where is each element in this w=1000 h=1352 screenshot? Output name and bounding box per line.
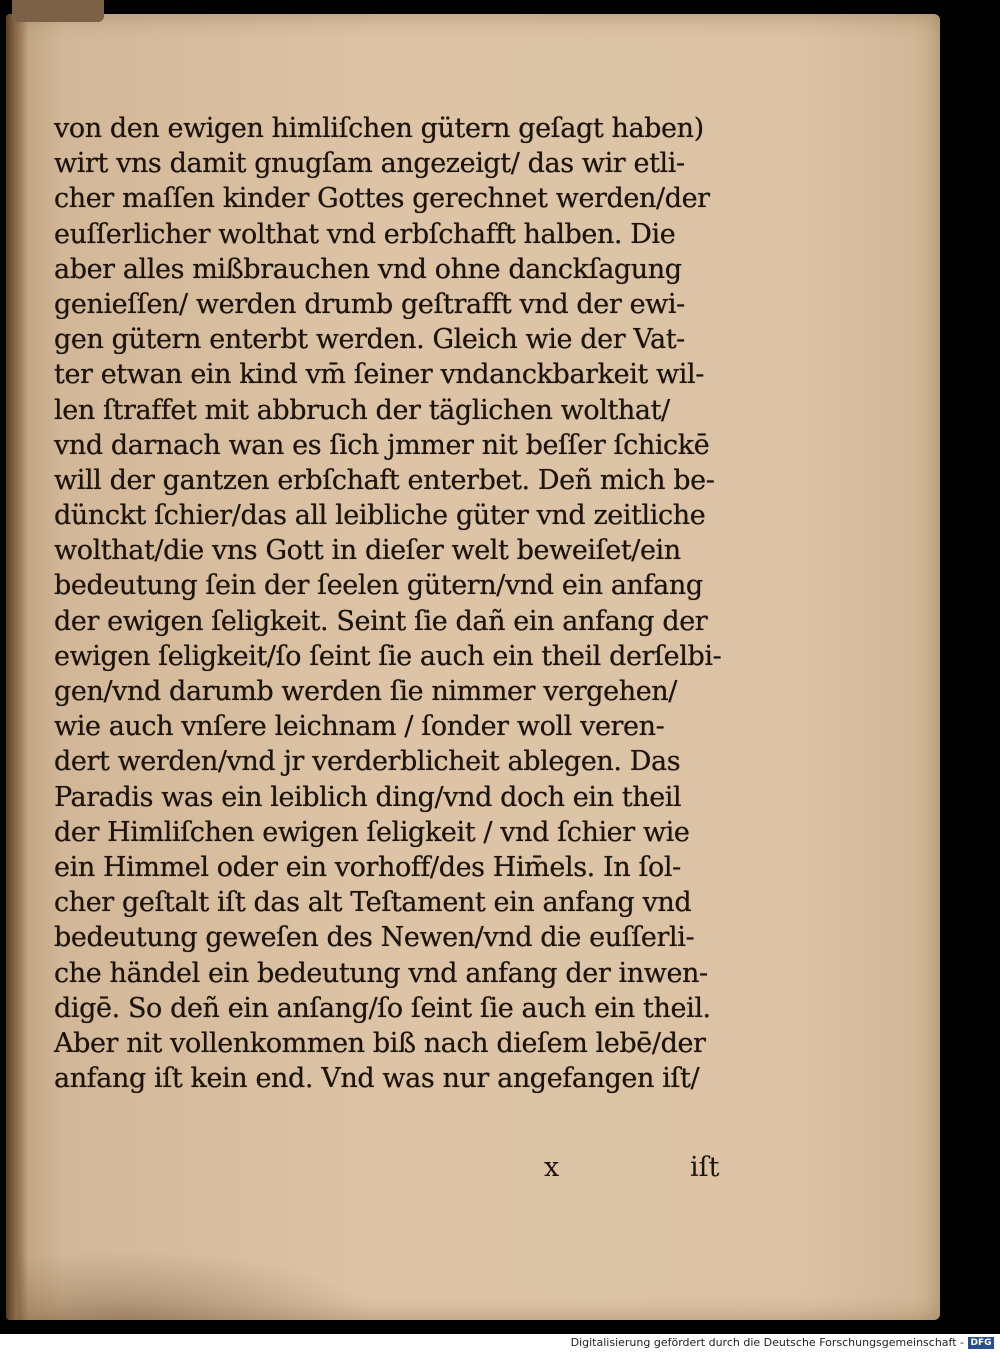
text-line: Paradis was ein leiblich ding/vnd doch ein theil: [54, 781, 682, 813]
text-line: ter etwan ein kind vm̄ ſeiner vndanckbarkeit wil-: [54, 359, 704, 391]
text-line: bedeutung ſein der ſeelen gütern/vnd ein anfang: [54, 570, 703, 602]
text-line: che händel ein bedeutung vnd anfang der inwen-: [54, 957, 708, 989]
text-line: ein Himmel oder ein vorhoff/des Him̄els. In ſol-: [54, 851, 681, 883]
page-binding-edge: [6, 14, 28, 1320]
text-line: cher maſſen kinder Gottes gerechnet werden/der: [54, 183, 710, 215]
text-line: gen gütern enterbt werden. Gleich wie der Vat-: [54, 324, 685, 356]
catchword: iſt: [690, 1152, 720, 1183]
text-line: digē. So deñ ein anſang/ſo ſeint ſie auch ein theil.: [54, 992, 711, 1024]
funding-credit: Digitalisierung gefördert durch die Deutsche Forschungsgemeinschaft -: [570, 1336, 964, 1349]
text-line: der Himliſchen ewigen ſeligkeit / vnd ſchier wie: [54, 816, 690, 848]
text-line: euſſerlicher wolthat vnd erbſchafft halben. Die: [54, 218, 676, 250]
text-line: dünckt ſchier/das all leibliche güter vnd zeitliche: [54, 500, 706, 532]
text-line: bedeutung geweſen des Newen/vnd die euſſerli-: [54, 922, 695, 954]
text-line: der ewigen ſeligkeit. Seint ſie dañ ein anfang der: [54, 605, 708, 637]
text-line: wolthat/die vns Gott in dieſer welt beweiſet/ein: [54, 535, 681, 567]
text-line: aber alles mißbrauchen vnd ohne danckſagung: [54, 253, 682, 285]
text-line: wie auch vnſere leichnam / ſonder woll veren-: [54, 711, 665, 743]
text-line: genieſſen/ werden drumb geſtrafft vnd der ewi-: [54, 288, 685, 320]
text-line: will der gantzen erbſchaft enterbet. Deñ mich be-: [54, 464, 715, 496]
body-text: [54, 111, 754, 1096]
text-line: wirt vns damit gnugſam angezeigt/ das wir etli-: [54, 148, 685, 180]
text-line: Aber nit vollenkommen biß nach dieſem lebē/der: [54, 1027, 706, 1059]
text-line: anfang iſt kein end. Vnd was nur angefangen iſt/: [54, 1063, 700, 1095]
text-line: dert werden/vnd jr verderblicheit ablegen. Das: [54, 746, 681, 778]
footer-bar: [0, 1334, 1000, 1352]
dfg-logo: DFG: [968, 1337, 994, 1349]
text-line: len ſtraffet mit abbruch der täglichen wolthat/: [54, 394, 670, 426]
page-tab: [12, 0, 104, 22]
text-line: gen/vnd darumb werden ſie nimmer vergehen/: [54, 676, 677, 707]
text-line: cher geſtalt iſt das alt Teſtament ein anfang vnd: [54, 887, 692, 919]
book-page: [6, 14, 940, 1320]
text-line: von den ewigen himliſchen gütern geſagt haben): [54, 113, 704, 144]
text-line: vnd darnach wan es ſich jmmer nit beſſer ſchickē: [54, 429, 710, 461]
page-stain: [18, 1250, 378, 1320]
signature-mark: x: [544, 1152, 560, 1183]
text-line: ewigen ſeligkeit/ſo ſeint ſie auch ein theil derſelbi-: [54, 640, 722, 672]
